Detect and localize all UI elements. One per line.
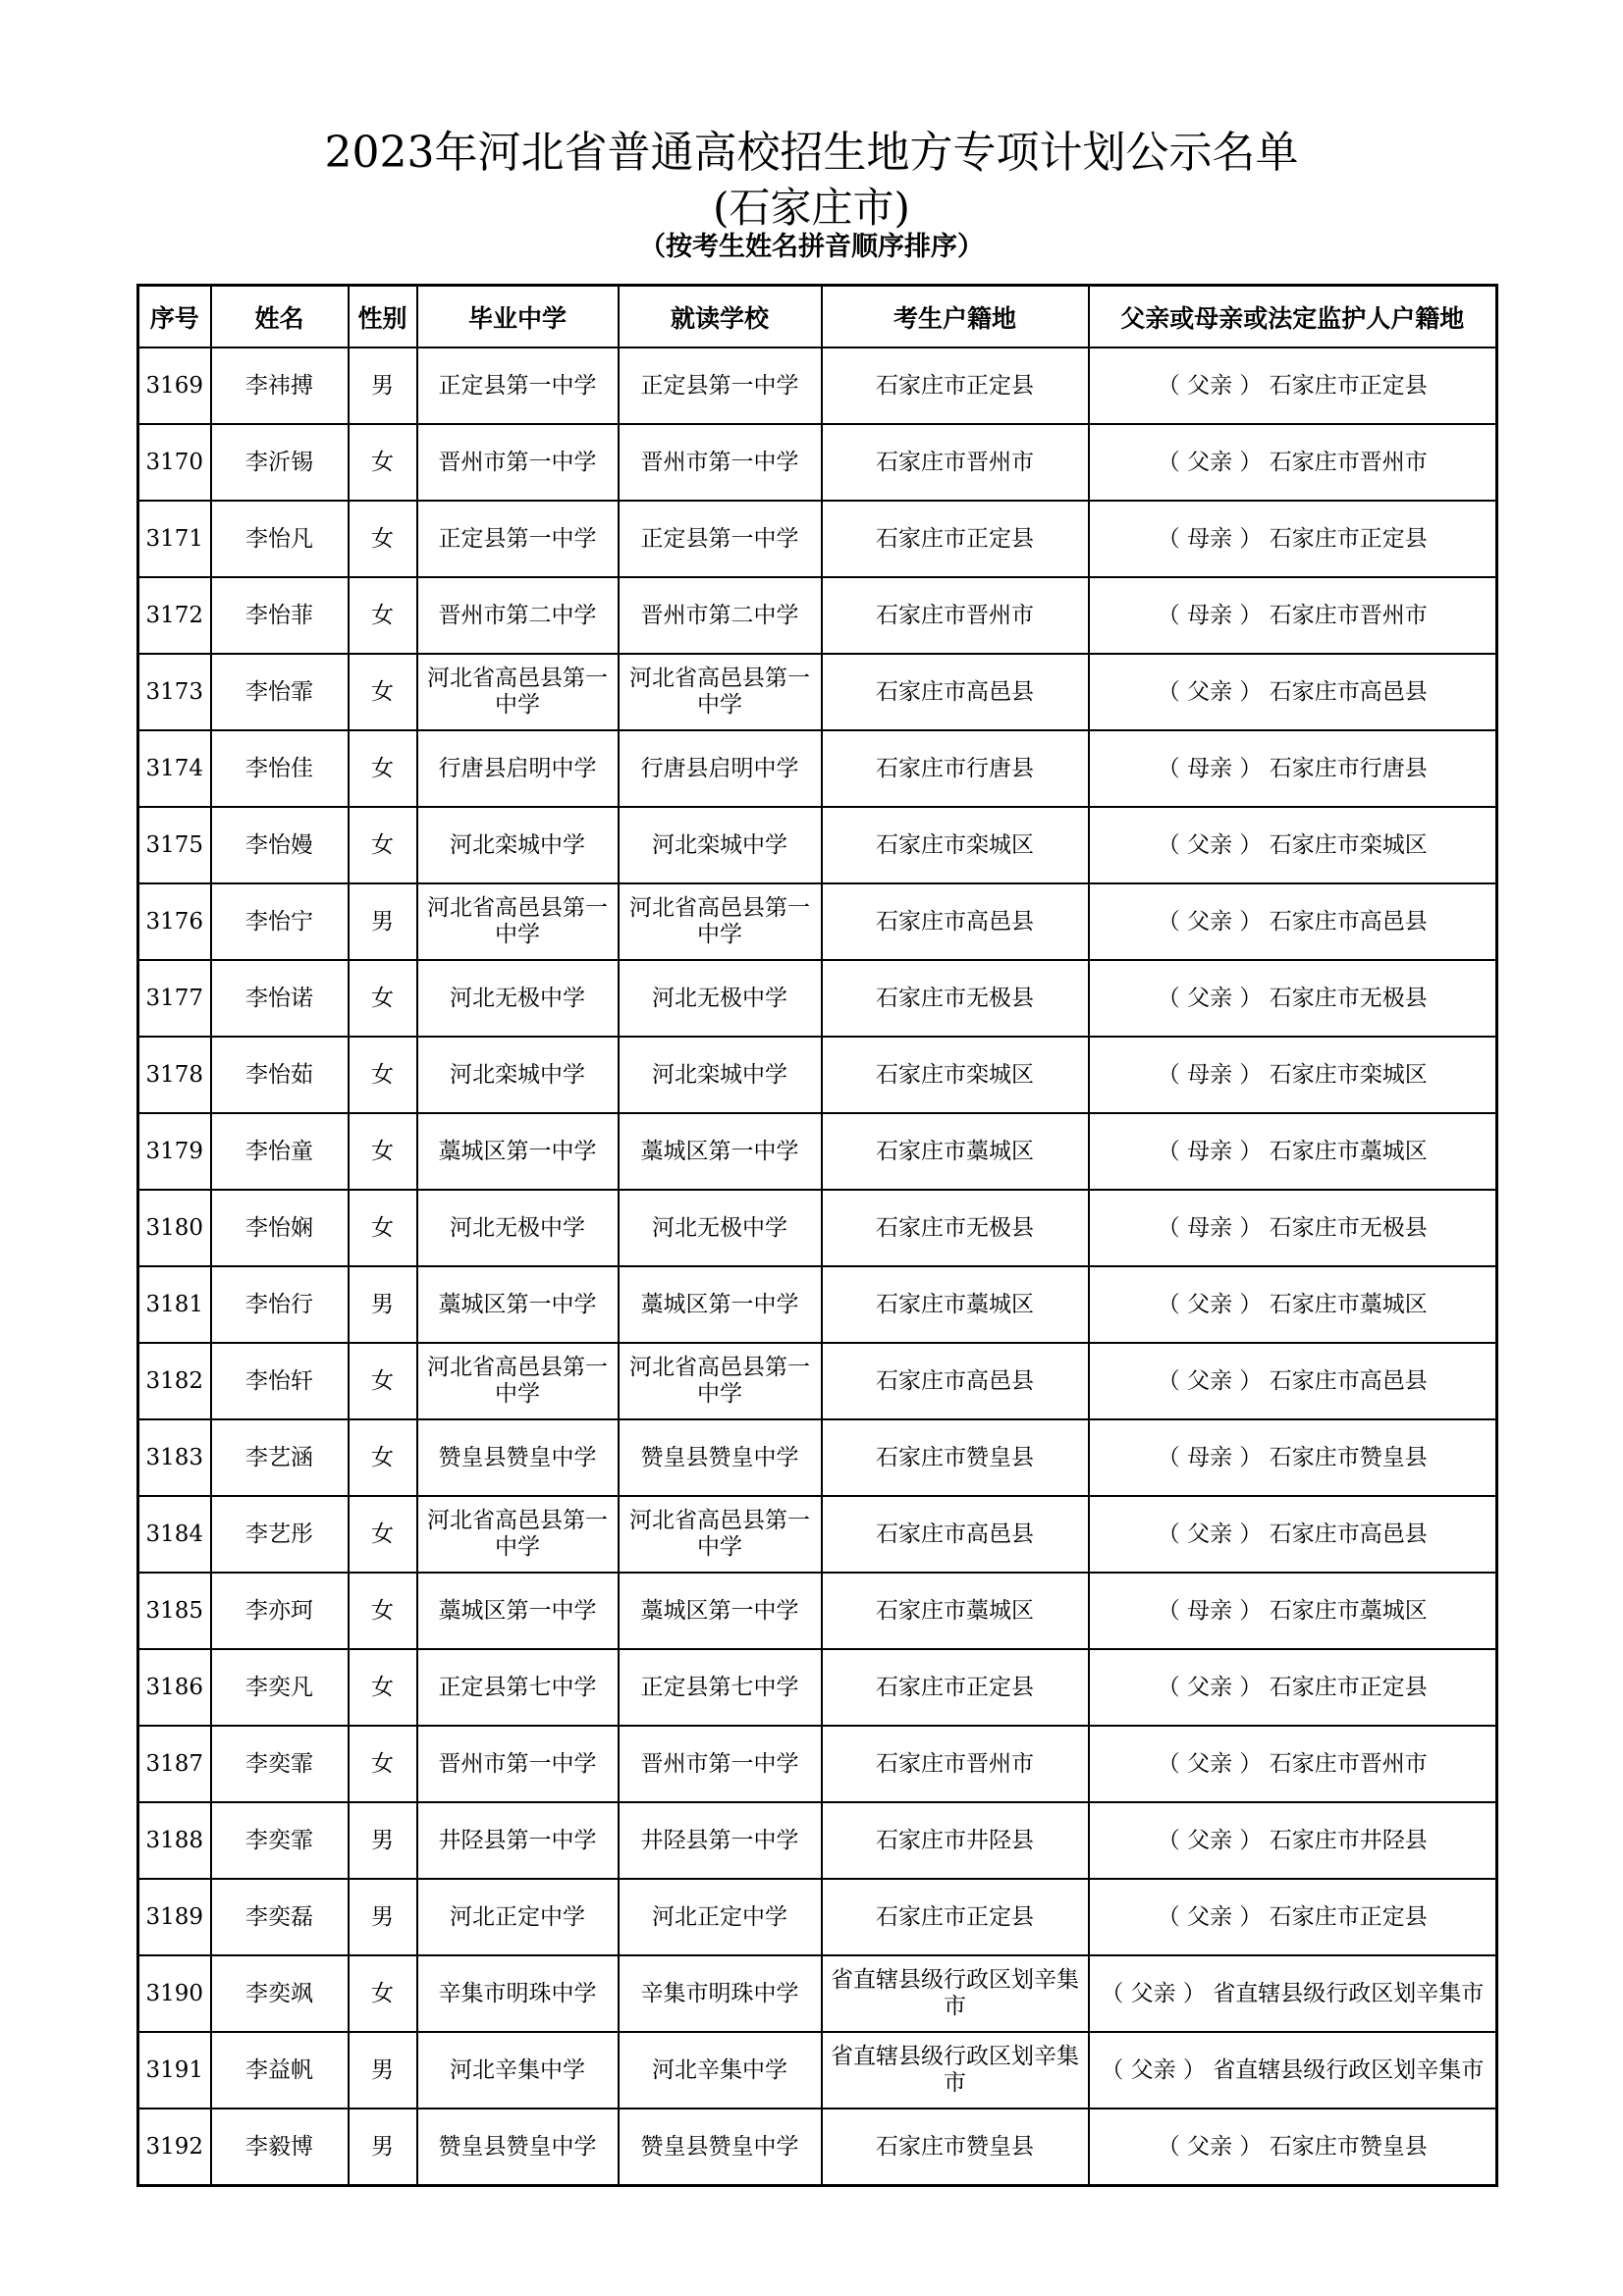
cell-gender: 女	[349, 1649, 417, 1726]
table-row	[138, 501, 1497, 577]
cell-gender: 男	[349, 883, 417, 960]
cell-grad-school: 晋州市第二中学	[417, 577, 619, 654]
cell-current-school: 正定县第一中学	[619, 501, 822, 577]
table-row	[138, 960, 1497, 1037]
cell-no: 3177	[138, 960, 211, 1037]
page-title: 2023年河北省普通高校招生地方专项计划公示名单	[324, 128, 1299, 178]
cell-hukou: 石家庄市晋州市	[822, 424, 1089, 501]
cell-current-school: 河北栾城中学	[619, 1037, 822, 1113]
cell-no: 3169	[138, 347, 211, 424]
table-row	[138, 1037, 1497, 1113]
cell-gender: 女	[349, 501, 417, 577]
cell-current-school: 行唐县启明中学	[619, 730, 822, 807]
cell-current-school: 河北省高邑县第一中学	[619, 1496, 822, 1573]
cell-gender: 男	[349, 347, 417, 424]
cell-name: 李毅博	[211, 2109, 349, 2186]
column-header-guardian-hukou: 父亲或母亲或法定监护人户籍地	[1089, 286, 1497, 348]
cell-grad-school: 河北省高邑县第一中学	[417, 1496, 619, 1573]
table-header-row	[138, 286, 1497, 348]
table-row	[138, 807, 1497, 883]
cell-hukou: 石家庄市高邑县	[822, 654, 1089, 730]
cell-current-school: 晋州市第二中学	[619, 577, 822, 654]
cell-grad-school: 晋州市第一中学	[417, 1726, 619, 1802]
cell-grad-school: 河北省高邑县第一中学	[417, 883, 619, 960]
cell-grad-school: 河北辛集中学	[417, 2032, 619, 2109]
table-row	[138, 1802, 1497, 1879]
cell-hukou: 石家庄市行唐县	[822, 730, 1089, 807]
cell-grad-school: 河北无极中学	[417, 1190, 619, 1266]
cell-name: 李沂锡	[211, 424, 349, 501]
cell-gender: 女	[349, 1726, 417, 1802]
cell-hukou: 省直辖县级行政区划辛集市	[822, 1955, 1089, 2032]
cell-no: 3187	[138, 1726, 211, 1802]
cell-name: 李奕磊	[211, 1879, 349, 1955]
cell-no: 3180	[138, 1190, 211, 1266]
roster-table	[136, 284, 1498, 2187]
cell-hukou: 石家庄市井陉县	[822, 1802, 1089, 1879]
cell-guardian-hukou: （ 父亲 ） 石家庄市高邑县	[1089, 883, 1497, 960]
cell-no: 3183	[138, 1419, 211, 1496]
cell-hukou: 石家庄市栾城区	[822, 807, 1089, 883]
cell-grad-school: 赞皇县赞皇中学	[417, 1419, 619, 1496]
cell-name: 李艺涵	[211, 1419, 349, 1496]
cell-grad-school: 正定县第一中学	[417, 347, 619, 424]
cell-name: 李怡菲	[211, 577, 349, 654]
cell-gender: 女	[349, 730, 417, 807]
cell-hukou: 石家庄市正定县	[822, 347, 1089, 424]
cell-grad-school: 藁城区第一中学	[417, 1573, 619, 1649]
cell-no: 3185	[138, 1573, 211, 1649]
cell-current-school: 河北省高邑县第一中学	[619, 654, 822, 730]
cell-guardian-hukou: （ 父亲 ） 石家庄市高邑县	[1089, 1343, 1497, 1419]
table-row	[138, 1343, 1497, 1419]
cell-no: 3186	[138, 1649, 211, 1726]
cell-hukou: 石家庄市赞皇县	[822, 1419, 1089, 1496]
cell-guardian-hukou: （ 母亲 ） 石家庄市赞皇县	[1089, 1419, 1497, 1496]
cell-guardian-hukou: （ 母亲 ） 石家庄市行唐县	[1089, 730, 1497, 807]
cell-no: 3188	[138, 1802, 211, 1879]
table-row	[138, 424, 1497, 501]
cell-name: 李怡嫚	[211, 807, 349, 883]
cell-hukou: 石家庄市藁城区	[822, 1113, 1089, 1190]
cell-guardian-hukou: （ 父亲 ） 省直辖县级行政区划辛集市	[1089, 1955, 1497, 2032]
cell-gender: 女	[349, 1037, 417, 1113]
cell-hukou: 石家庄市无极县	[822, 960, 1089, 1037]
cell-current-school: 正定县第一中学	[619, 347, 822, 424]
cell-name: 李奕飒	[211, 1955, 349, 2032]
cell-hukou: 石家庄市高邑县	[822, 1496, 1089, 1573]
cell-gender: 男	[349, 1802, 417, 1879]
column-header-grad-school: 毕业中学	[417, 286, 619, 348]
cell-no: 3189	[138, 1879, 211, 1955]
cell-no: 3173	[138, 654, 211, 730]
cell-grad-school: 河北无极中学	[417, 960, 619, 1037]
cell-guardian-hukou: （ 母亲 ） 石家庄市栾城区	[1089, 1037, 1497, 1113]
cell-grad-school: 河北省高邑县第一中学	[417, 1343, 619, 1419]
cell-guardian-hukou: （ 父亲 ） 石家庄市井陉县	[1089, 1802, 1497, 1879]
table-row	[138, 654, 1497, 730]
cell-name: 李奕霏	[211, 1726, 349, 1802]
cell-name: 李益帆	[211, 2032, 349, 2109]
cell-current-school: 赞皇县赞皇中学	[619, 2109, 822, 2186]
table-row	[138, 1649, 1497, 1726]
cell-guardian-hukou: （ 父亲 ） 省直辖县级行政区划辛集市	[1089, 2032, 1497, 2109]
cell-hukou: 石家庄市晋州市	[822, 1726, 1089, 1802]
cell-guardian-hukou: （ 父亲 ） 石家庄市栾城区	[1089, 807, 1497, 883]
column-header-name: 姓名	[211, 286, 349, 348]
cell-current-school: 辛集市明珠中学	[619, 1955, 822, 2032]
cell-name: 李怡童	[211, 1113, 349, 1190]
cell-no: 3174	[138, 730, 211, 807]
cell-guardian-hukou: （ 母亲 ） 石家庄市正定县	[1089, 501, 1497, 577]
column-header-no: 序号	[138, 286, 211, 348]
cell-grad-school: 藁城区第一中学	[417, 1266, 619, 1343]
cell-hukou: 石家庄市赞皇县	[822, 2109, 1089, 2186]
cell-name: 李怡宁	[211, 883, 349, 960]
cell-gender: 女	[349, 1190, 417, 1266]
cell-hukou: 省直辖县级行政区划辛集市	[822, 2032, 1089, 2109]
cell-no: 3181	[138, 1266, 211, 1343]
cell-guardian-hukou: （ 父亲 ） 石家庄市高邑县	[1089, 1496, 1497, 1573]
cell-gender: 女	[349, 1496, 417, 1573]
cell-name: 李奕凡	[211, 1649, 349, 1726]
table-row	[138, 2032, 1497, 2109]
cell-hukou: 石家庄市无极县	[822, 1190, 1089, 1266]
cell-name: 李奕霏	[211, 1802, 349, 1879]
cell-hukou: 石家庄市晋州市	[822, 577, 1089, 654]
page-subtitle: (石家庄市)	[713, 184, 910, 232]
cell-grad-school: 河北省高邑县第一中学	[417, 654, 619, 730]
table-body	[138, 347, 1497, 2186]
cell-current-school: 河北省高邑县第一中学	[619, 883, 822, 960]
cell-current-school: 河北正定中学	[619, 1879, 822, 1955]
cell-no: 3191	[138, 2032, 211, 2109]
cell-guardian-hukou: （ 父亲 ） 石家庄市正定县	[1089, 1649, 1497, 1726]
cell-no: 3175	[138, 807, 211, 883]
cell-current-school: 河北无极中学	[619, 960, 822, 1037]
table-row	[138, 1496, 1497, 1573]
cell-name: 李怡茹	[211, 1037, 349, 1113]
cell-no: 3171	[138, 501, 211, 577]
cell-current-school: 河北无极中学	[619, 1190, 822, 1266]
sort-note: （按考生姓名拼音顺序排序）	[639, 232, 984, 262]
cell-hukou: 石家庄市正定县	[822, 1879, 1089, 1955]
cell-grad-school: 井陉县第一中学	[417, 1802, 619, 1879]
cell-current-school: 河北省高邑县第一中学	[619, 1343, 822, 1419]
cell-gender: 女	[349, 1113, 417, 1190]
cell-guardian-hukou: （ 母亲 ） 石家庄市无极县	[1089, 1190, 1497, 1266]
table-row	[138, 883, 1497, 960]
table-row	[138, 730, 1497, 807]
table-row	[138, 2109, 1497, 2186]
cell-grad-school: 晋州市第一中学	[417, 424, 619, 501]
cell-no: 3192	[138, 2109, 211, 2186]
cell-name: 李怡轩	[211, 1343, 349, 1419]
table-row	[138, 1190, 1497, 1266]
cell-current-school: 藁城区第一中学	[619, 1266, 822, 1343]
cell-guardian-hukou: （ 父亲 ） 石家庄市正定县	[1089, 1879, 1497, 1955]
cell-gender: 男	[349, 2109, 417, 2186]
cell-gender: 男	[349, 1266, 417, 1343]
cell-guardian-hukou: （ 母亲 ） 石家庄市藁城区	[1089, 1113, 1497, 1190]
cell-guardian-hukou: （ 父亲 ） 石家庄市正定县	[1089, 347, 1497, 424]
cell-name: 李怡行	[211, 1266, 349, 1343]
cell-current-school: 藁城区第一中学	[619, 1573, 822, 1649]
cell-gender: 女	[349, 960, 417, 1037]
cell-grad-school: 行唐县启明中学	[417, 730, 619, 807]
cell-gender: 女	[349, 424, 417, 501]
cell-name: 李怡佳	[211, 730, 349, 807]
cell-hukou: 石家庄市正定县	[822, 501, 1089, 577]
table-row	[138, 1266, 1497, 1343]
cell-hukou: 石家庄市高邑县	[822, 883, 1089, 960]
cell-current-school: 晋州市第一中学	[619, 1726, 822, 1802]
cell-no: 3184	[138, 1496, 211, 1573]
cell-current-school: 河北栾城中学	[619, 807, 822, 883]
cell-name: 李怡娴	[211, 1190, 349, 1266]
cell-grad-school: 正定县第一中学	[417, 501, 619, 577]
column-header-gender: 性别	[349, 286, 417, 348]
cell-no: 3172	[138, 577, 211, 654]
cell-gender: 女	[349, 654, 417, 730]
table-row	[138, 1113, 1497, 1190]
cell-guardian-hukou: （ 父亲 ） 石家庄市高邑县	[1089, 654, 1497, 730]
cell-current-school: 井陉县第一中学	[619, 1802, 822, 1879]
cell-current-school: 正定县第七中学	[619, 1649, 822, 1726]
cell-guardian-hukou: （ 父亲 ） 石家庄市晋州市	[1089, 1726, 1497, 1802]
cell-gender: 男	[349, 2032, 417, 2109]
column-header-current-school: 就读学校	[619, 286, 822, 348]
cell-gender: 女	[349, 1955, 417, 2032]
table-row	[138, 1419, 1497, 1496]
cell-hukou: 石家庄市高邑县	[822, 1343, 1089, 1419]
cell-grad-school: 赞皇县赞皇中学	[417, 2109, 619, 2186]
cell-grad-school: 河北正定中学	[417, 1879, 619, 1955]
cell-no: 3178	[138, 1037, 211, 1113]
cell-guardian-hukou: （ 父亲 ） 石家庄市赞皇县	[1089, 2109, 1497, 2186]
cell-name: 李艺彤	[211, 1496, 349, 1573]
cell-name: 李祎搏	[211, 347, 349, 424]
table-row	[138, 1955, 1497, 2032]
cell-grad-school: 河北栾城中学	[417, 807, 619, 883]
cell-name: 李亦珂	[211, 1573, 349, 1649]
cell-hukou: 石家庄市藁城区	[822, 1266, 1089, 1343]
cell-no: 3170	[138, 424, 211, 501]
cell-guardian-hukou: （ 母亲 ） 石家庄市藁城区	[1089, 1573, 1497, 1649]
table-row	[138, 347, 1497, 424]
cell-hukou: 石家庄市栾城区	[822, 1037, 1089, 1113]
cell-gender: 女	[349, 807, 417, 883]
cell-no: 3176	[138, 883, 211, 960]
table-row	[138, 1573, 1497, 1649]
cell-no: 3182	[138, 1343, 211, 1419]
table-row	[138, 1879, 1497, 1955]
column-header-hukou: 考生户籍地	[822, 286, 1089, 348]
cell-gender: 女	[349, 1573, 417, 1649]
cell-gender: 男	[349, 1879, 417, 1955]
cell-grad-school: 辛集市明珠中学	[417, 1955, 619, 2032]
cell-gender: 女	[349, 1343, 417, 1419]
cell-grad-school: 河北栾城中学	[417, 1037, 619, 1113]
cell-name: 李怡凡	[211, 501, 349, 577]
table-row	[138, 577, 1497, 654]
cell-guardian-hukou: （ 父亲 ） 石家庄市晋州市	[1089, 424, 1497, 501]
cell-no: 3190	[138, 1955, 211, 2032]
cell-current-school: 河北辛集中学	[619, 2032, 822, 2109]
cell-hukou: 石家庄市藁城区	[822, 1573, 1089, 1649]
cell-current-school: 赞皇县赞皇中学	[619, 1419, 822, 1496]
cell-guardian-hukou: （ 母亲 ） 石家庄市晋州市	[1089, 577, 1497, 654]
cell-grad-school: 藁城区第一中学	[417, 1113, 619, 1190]
cell-guardian-hukou: （ 父亲 ） 石家庄市藁城区	[1089, 1266, 1497, 1343]
cell-grad-school: 正定县第七中学	[417, 1649, 619, 1726]
cell-gender: 女	[349, 1419, 417, 1496]
table-row	[138, 1726, 1497, 1802]
cell-name: 李怡霏	[211, 654, 349, 730]
cell-current-school: 藁城区第一中学	[619, 1113, 822, 1190]
cell-current-school: 晋州市第一中学	[619, 424, 822, 501]
cell-name: 李怡诺	[211, 960, 349, 1037]
cell-no: 3179	[138, 1113, 211, 1190]
cell-hukou: 石家庄市正定县	[822, 1649, 1089, 1726]
cell-gender: 女	[349, 577, 417, 654]
cell-guardian-hukou: （ 父亲 ） 石家庄市无极县	[1089, 960, 1497, 1037]
